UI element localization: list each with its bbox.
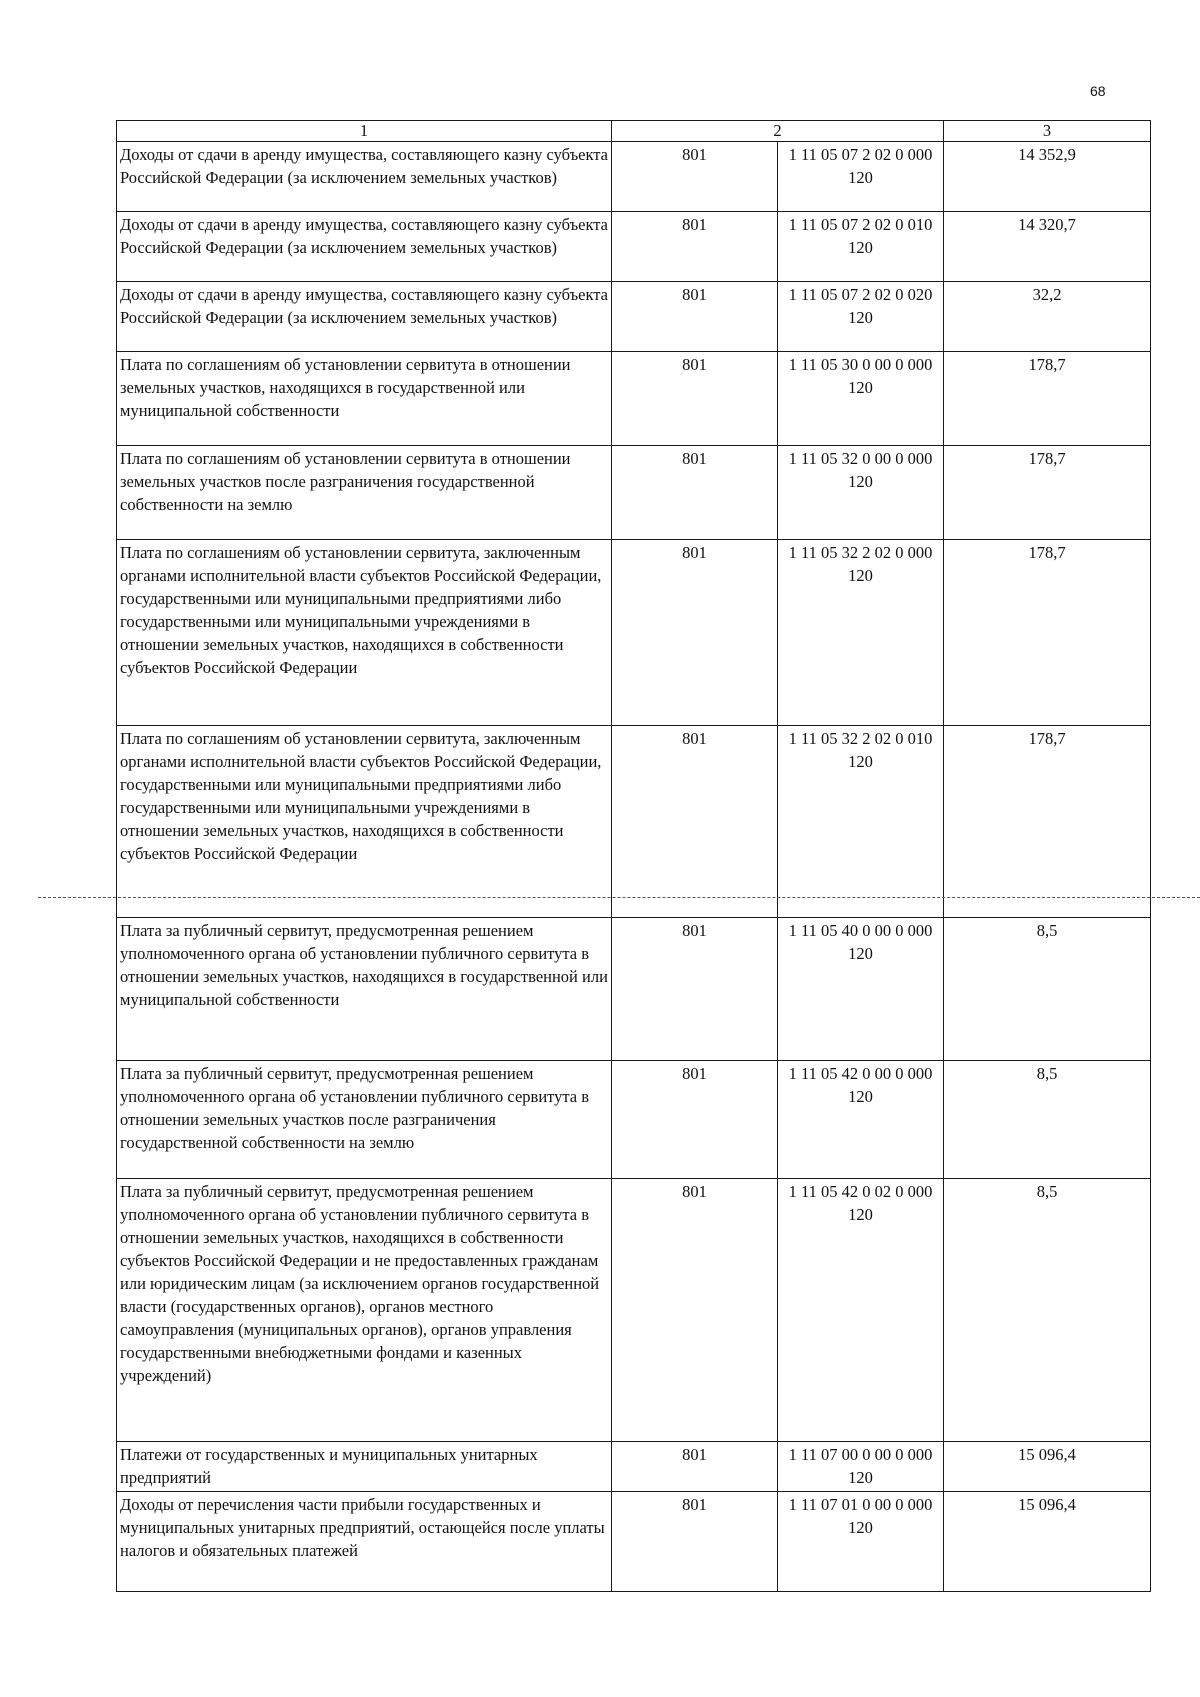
row-amount: 178,7 <box>944 540 1151 726</box>
row-budget-code: 1 11 05 30 0 00 0 000 120 <box>778 352 944 446</box>
header-col-2: 2 <box>612 121 944 142</box>
row-amount: 8,5 <box>944 918 1151 1061</box>
row-name: Доходы от сдачи в аренду имущества, составляющего казну субъекта Российской Федерации (за исключением земельных участков) <box>117 212 612 282</box>
row-admin-code: 801 <box>612 282 778 352</box>
table-row <box>117 1061 1151 1179</box>
row-admin-code: 801 <box>612 212 778 282</box>
row-amount: 14 352,9 <box>944 142 1151 212</box>
table-row <box>117 282 1151 352</box>
row-name: Доходы от сдачи в аренду имущества, составляющего казну субъекта Российской Федерации (за исключением земельных участков) <box>117 282 612 352</box>
row-amount: 32,2 <box>944 282 1151 352</box>
row-budget-code: 1 11 05 42 0 02 0 000 120 <box>778 1179 944 1442</box>
row-admin-code: 801 <box>612 142 778 212</box>
table-row <box>117 540 1151 726</box>
table-row <box>117 726 1151 918</box>
row-amount: 8,5 <box>944 1061 1151 1179</box>
page-number: 68 <box>1090 83 1106 99</box>
table-row <box>117 352 1151 446</box>
row-name: Платежи от государственных и муниципальных унитарных предприятий <box>117 1442 612 1492</box>
row-budget-code: 1 11 07 00 0 00 0 000 120 <box>778 1442 944 1492</box>
row-amount: 178,7 <box>944 726 1151 918</box>
row-name: Плата за публичный сервитут, предусмотренная решением уполномоченного органа об установлении публичного сервитута в отношении земельных участков после разграничения государственной собственности на землю <box>117 1061 612 1179</box>
header-col-1: 1 <box>117 121 612 142</box>
row-name: Плата за публичный сервитут, предусмотренная решением уполномоченного органа об установлении публичного сервитута в отношении земельных участков, находящихся в собственности субъектов Российской Федерации и не предоставленных гражданам или юридическим лицам (за исключением органов государственной власти (государственных органов), органов местного самоуправления (муниципальных органов), органов управления государственными внебюджетными фондами и казенных учреждений) <box>117 1179 612 1442</box>
table-row <box>117 918 1151 1061</box>
header-col-3: 3 <box>944 121 1151 142</box>
row-budget-code: 1 11 05 07 2 02 0 000 120 <box>778 142 944 212</box>
row-amount: 15 096,4 <box>944 1442 1151 1492</box>
row-admin-code: 801 <box>612 1179 778 1442</box>
revenue-table <box>116 120 1151 1592</box>
table-row <box>117 142 1151 212</box>
table-row <box>117 212 1151 282</box>
page-fold-line <box>38 897 1200 898</box>
row-name: Доходы от сдачи в аренду имущества, составляющего казну субъекта Российской Федерации (за исключением земельных участков) <box>117 142 612 212</box>
table-row <box>117 1492 1151 1592</box>
table-row <box>117 446 1151 540</box>
row-budget-code: 1 11 07 01 0 00 0 000 120 <box>778 1492 944 1592</box>
row-admin-code: 801 <box>612 1442 778 1492</box>
table-row <box>117 1179 1151 1442</box>
row-admin-code: 801 <box>612 918 778 1061</box>
row-amount: 178,7 <box>944 352 1151 446</box>
row-name: Плата по соглашениям об установлении сервитута в отношении земельных участков, находящихся в государственной или муниципальной собственности <box>117 352 612 446</box>
row-budget-code: 1 11 05 42 0 00 0 000 120 <box>778 1061 944 1179</box>
row-amount: 14 320,7 <box>944 212 1151 282</box>
row-budget-code: 1 11 05 07 2 02 0 020 120 <box>778 282 944 352</box>
row-amount: 15 096,4 <box>944 1492 1151 1592</box>
row-admin-code: 801 <box>612 446 778 540</box>
row-name: Плата по соглашениям об установлении сервитута в отношении земельных участков после разграничения государственной собственности на землю <box>117 446 612 540</box>
row-admin-code: 801 <box>612 540 778 726</box>
row-budget-code: 1 11 05 32 0 00 0 000 120 <box>778 446 944 540</box>
row-admin-code: 801 <box>612 1061 778 1179</box>
row-amount: 8,5 <box>944 1179 1151 1442</box>
row-budget-code: 1 11 05 32 2 02 0 000 120 <box>778 540 944 726</box>
row-name: Плата за публичный сервитут, предусмотренная решением уполномоченного органа об установлении публичного сервитута в отношении земельных участков, находящихся в государственной или муниципальной собственности <box>117 918 612 1061</box>
row-budget-code: 1 11 05 32 2 02 0 010 120 <box>778 726 944 918</box>
row-amount: 178,7 <box>944 446 1151 540</box>
row-budget-code: 1 11 05 40 0 00 0 000 120 <box>778 918 944 1061</box>
row-name: Доходы от перечисления части прибыли государственных и муниципальных унитарных предприятий, остающейся после уплаты налогов и обязательных платежей <box>117 1492 612 1592</box>
table-row <box>117 1442 1151 1492</box>
row-admin-code: 801 <box>612 726 778 918</box>
header-row <box>117 121 1151 142</box>
row-admin-code: 801 <box>612 1492 778 1592</box>
row-budget-code: 1 11 05 07 2 02 0 010 120 <box>778 212 944 282</box>
row-admin-code: 801 <box>612 352 778 446</box>
row-name: Плата по соглашениям об установлении сервитута, заключенным органами исполнительной власти субъектов Российской Федерации, государственными или муниципальными предприятиями либо государственными или муниципальными учреждениями в отношении земельных участков, находящихся в собственности субъектов Российской Федерации <box>117 540 612 726</box>
row-name: Плата по соглашениям об установлении сервитута, заключенным органами исполнительной власти субъектов Российской Федерации, государственными или муниципальными предприятиями либо государственными или муниципальными учреждениями в отношении земельных участков, находящихся в собственности субъектов Российской Федерации <box>117 726 612 918</box>
